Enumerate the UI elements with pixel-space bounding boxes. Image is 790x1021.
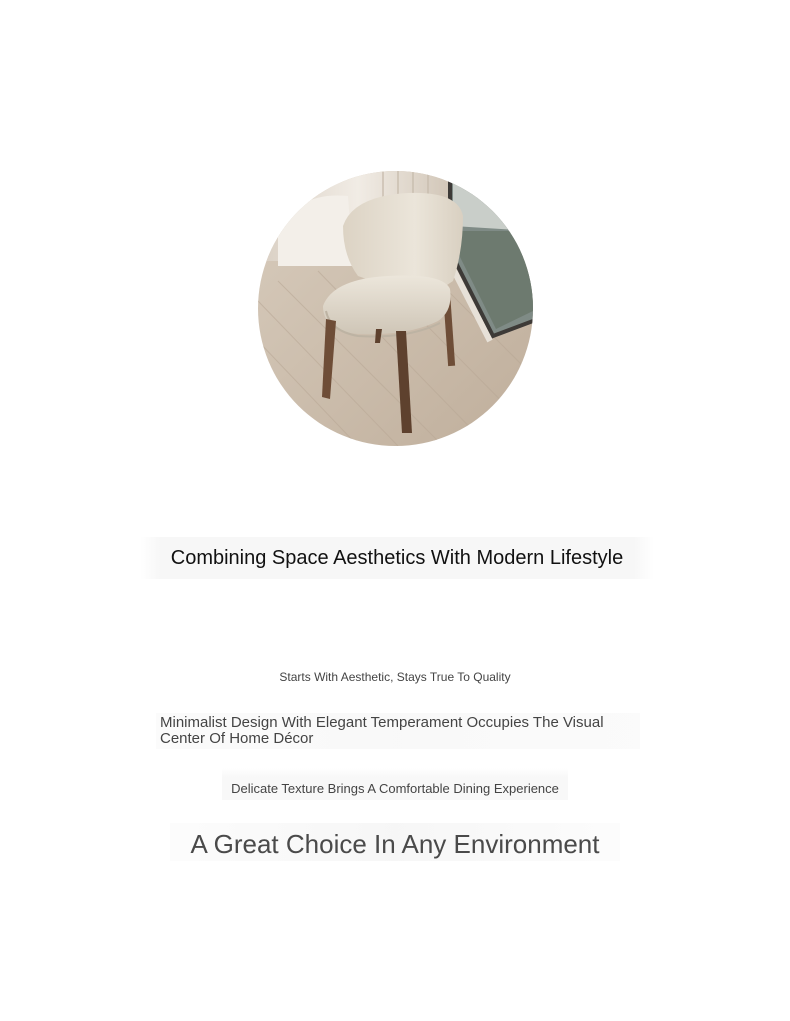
headline: Combining Space Aesthetics With Modern Lifestyle — [140, 537, 654, 579]
closing-statement: A Great Choice In Any Environment — [170, 823, 620, 861]
product-photo — [258, 171, 533, 446]
feature-delicate-texture: Delicate Texture Brings A Comfortable Dining Experience — [222, 768, 568, 800]
tagline: Starts With Aesthetic, Stays True To Quality — [279, 670, 511, 684]
feature-minimalist-design: Minimalist Design With Elegant Temperament Occupies The Visual Center Of Home Décor — [156, 713, 640, 749]
dining-chair-illustration — [258, 171, 533, 446]
